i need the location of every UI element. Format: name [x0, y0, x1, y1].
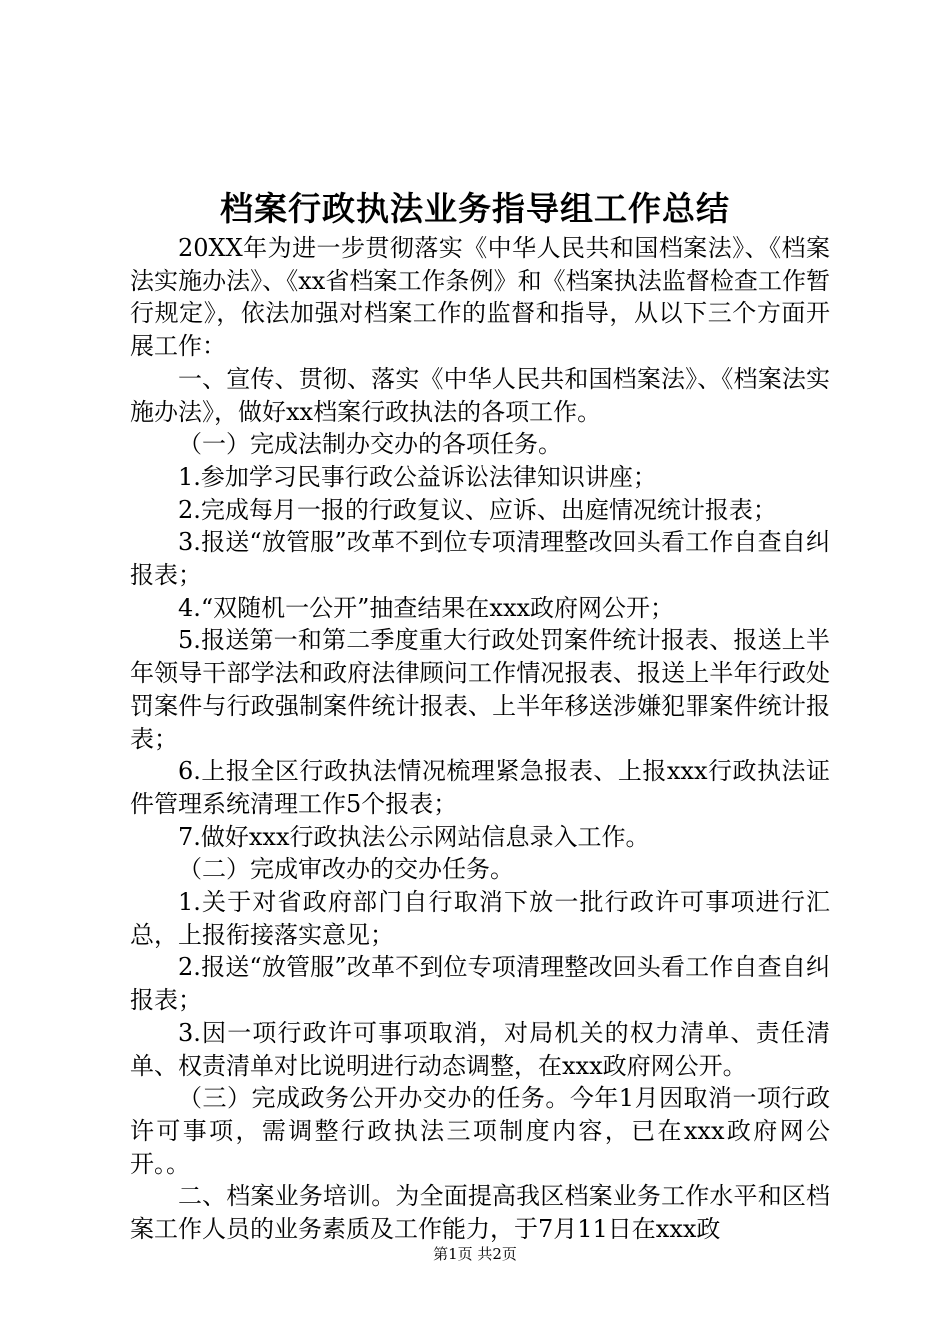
- page-footer: 第1页 共2页: [433, 1245, 517, 1263]
- paragraph: 一、宣传、贯彻、落实《中华人民共和国档案法》、《档案法实施办法》，做好xx档案行政执法的各项工作。: [130, 364, 830, 426]
- paragraph: （一）完成法制办交办的各项任务。: [178, 430, 562, 459]
- paragraph: 二、档案业务培训。为全面提高我区档案业务工作水平和区档案工作人员的业务素质及工作能力，于7月11日在xxx政: [130, 1182, 830, 1244]
- paragraph: 7.做好xxx行政执法公示网站信息录入工作。: [178, 822, 650, 851]
- paragraph: （三）完成政务公开办交办的任务。今年1月因取消一项行政许可事项，需调整行政执法三项制度内容，已在xxx政府网公开。。: [130, 1084, 830, 1178]
- paragraph: 2.完成每月一报的行政复议、应诉、出庭情况统计报表；: [178, 495, 777, 524]
- paragraph: 3.因一项行政许可事项取消，对局机关的权力清单、责任清单、权责清单对比说明进行动态调整，在xxx政府网公开。: [130, 1018, 830, 1080]
- paragraph: 1.关于对省政府部门自行取消下放一批行政许可事项进行汇总，上报衔接落实意见；: [130, 888, 830, 949]
- paragraph: 4.“双随机一公开”抽查结果在xxx政府网公开；: [178, 593, 675, 622]
- paragraph: 3.报送“放管服”改革不到位专项清理整改回头看工作自查自纠报表；: [130, 528, 830, 590]
- paragraph: （二）完成审改办的交办任务。: [178, 855, 514, 884]
- paragraph: 5.报送第一和第二季度重大行政处罚案件统计报表、报送上半年领导干部学法和政府法律顾问工作情况报表、报送上半年行政处罚案件与行政强制案件统计报表、上半年移送涉嫌犯罪案件统计报表；: [130, 626, 830, 753]
- paragraph: 2.报送“放管服”改革不到位专项清理整改回头看工作自查自纠报表；: [130, 953, 830, 1015]
- document-body: [130, 232, 830, 1246]
- paragraph: 20XX年为进一步贯彻落实《中华人民共和国档案法》、《档案法实施办法》、《xx省档案工作条例》和《档案执法监督检查工作暂行规定》，依法加强对档案工作的监督和指导，从以下三个方面开展工作：: [130, 234, 830, 361]
- document-title: 档案行政执法业务指导组工作总结: [220, 189, 730, 228]
- paragraph: 1.参加学习民事行政公益诉讼法律知识讲座；: [178, 462, 657, 491]
- paragraph: 6.上报全区行政执法情况梳理紧急报表、上报xxx行政执法证件管理系统清理工作5个报表；: [130, 757, 830, 818]
